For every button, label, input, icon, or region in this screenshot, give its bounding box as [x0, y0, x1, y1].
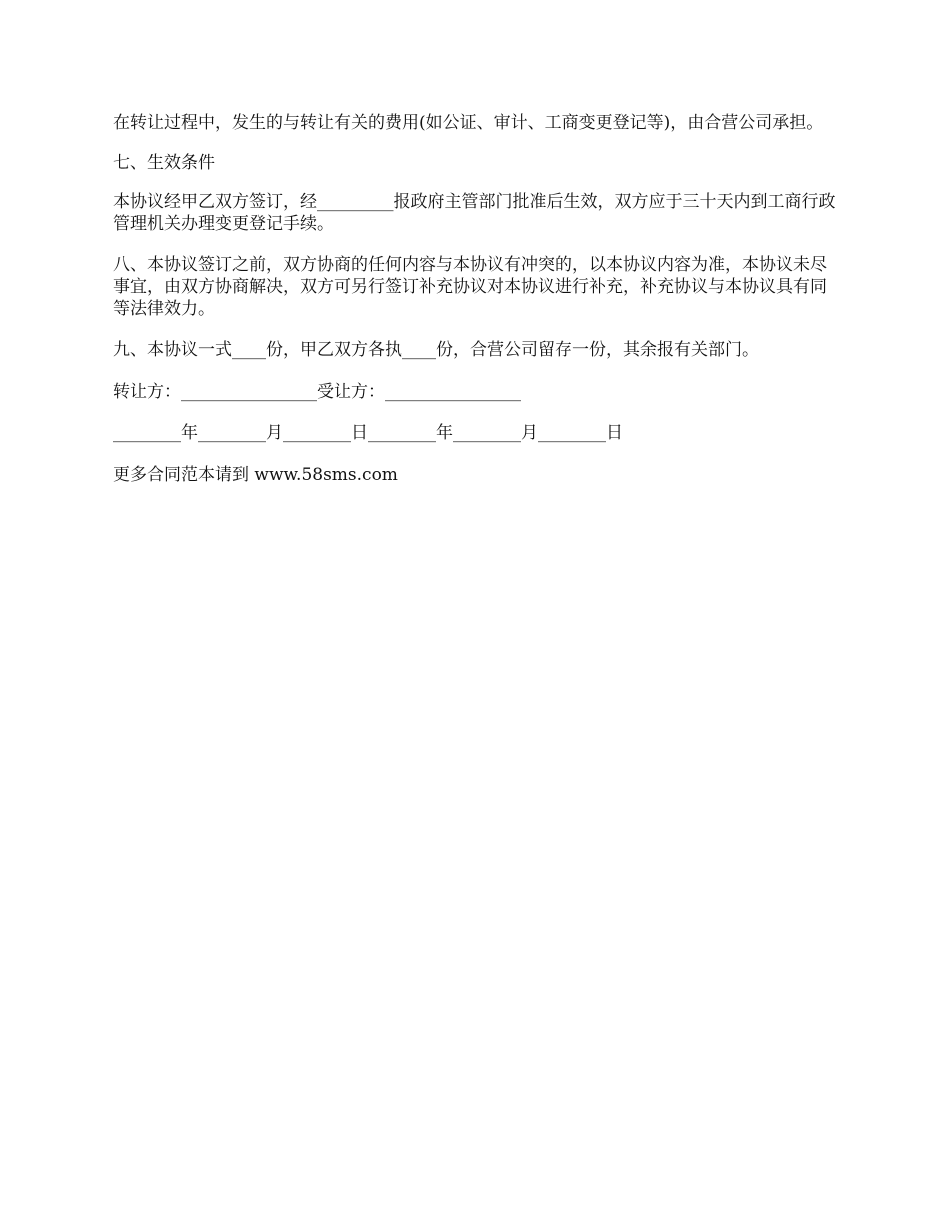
paragraph-copies-clause: 九、本协议一式____份，甲乙双方各执____份，合营公司留存一份，其余报有关部门。 — [113, 340, 759, 360]
paragraph-precedence-clause: 八、本协议签订之前，双方协商的任何内容与本协议有冲突的，以本协议内容为准，本协议未尽事宜，由双方协商解决，双方可另行签订补充协议对本协议进行补充，补充协议与本协议具有同等法律效力。 — [113, 255, 827, 319]
paragraph-transfer-fees: 在转让过程中，发生的与转让有关的费用(如公证、审计、工商变更登记等)，由合营公司承担。 — [113, 113, 824, 133]
signature-line-parties: 转让方：________________受让方：________________ — [113, 382, 521, 402]
paragraph-effective-conditions: 本协议经甲乙双方签订，经_________报政府主管部门批准后生效，双方应于三十天内到工商行政管理机关办理变更登记手续。 — [113, 192, 836, 234]
signature-line-dates: ________年________月________日________年________月________日 — [113, 423, 623, 443]
footer-more-templates: 更多合同范本请到 www.58sms.com — [113, 465, 398, 485]
document-page — [113, 112, 841, 486]
heading-effective-conditions: 七、生效条件 — [113, 153, 215, 173]
